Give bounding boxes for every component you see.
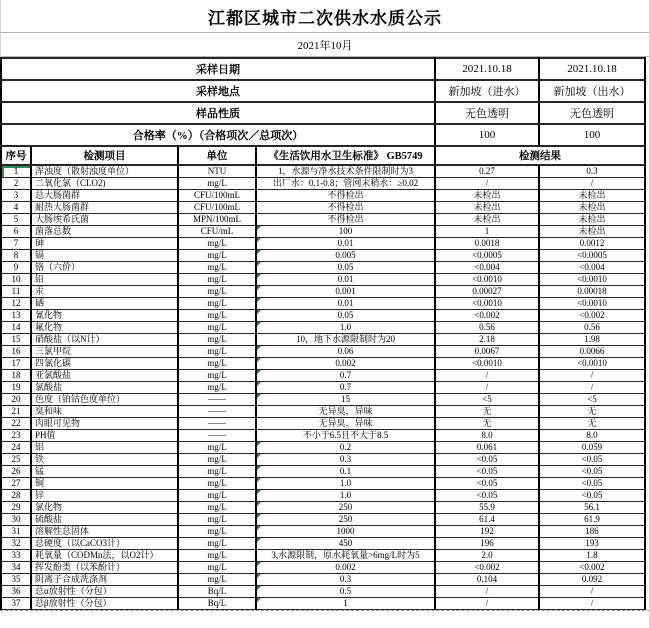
result-outlet-cell: <0.0005 — [539, 250, 645, 262]
result-outlet-cell: <0.0010 — [539, 358, 645, 370]
unit-cell: mg/L — [178, 322, 256, 334]
standard-limit-cell: 0.01 — [256, 238, 435, 250]
result-inlet-cell: <0.002 — [435, 310, 539, 322]
table-row — [1, 574, 645, 586]
test-item-cell: 耗氧量（CODMn法，以O2计） — [31, 550, 178, 562]
table-row — [1, 226, 645, 238]
info-row-sample-date — [1, 58, 645, 80]
table-row — [1, 514, 645, 526]
test-item-cell: 臭和味 — [31, 406, 178, 418]
standard-limit-cell: 0.2 — [256, 442, 435, 454]
unit-cell: mg/L — [178, 298, 256, 310]
result-outlet-cell: 186 — [539, 526, 645, 538]
test-item-cell: 二氧化氯（CLO2) — [31, 178, 178, 190]
row-number-cell: 10 — [1, 274, 31, 286]
row-number-cell: 28 — [1, 490, 31, 502]
unit-cell: mg/L — [178, 178, 256, 190]
row-number-cell: 7 — [1, 238, 31, 250]
test-item-cell: 肉眼可见物 — [31, 418, 178, 430]
standard-limit-cell: 1，水源与净水技术条件限制时为3 — [256, 165, 435, 178]
unit-cell: mg/L — [178, 454, 256, 466]
test-item-cell: 菌落总数 — [31, 226, 178, 238]
table-row — [1, 298, 645, 310]
result-inlet-cell: 未检出 — [435, 202, 539, 214]
row-number-cell: 16 — [1, 346, 31, 358]
unit-cell: —— — [178, 406, 256, 418]
info-row-sample-location — [1, 80, 645, 102]
result-inlet-cell: 2.0 — [435, 550, 539, 562]
results-tbody — [1, 165, 645, 610]
result-inlet-cell: <5 — [435, 394, 539, 406]
test-item-cell: 色度（铂钴色度单位） — [31, 394, 178, 406]
standard-limit-cell: 不得检出 — [256, 214, 435, 226]
result-inlet-cell: <0.002 — [435, 562, 539, 574]
unit-cell: mg/L — [178, 550, 256, 562]
unit-cell: mg/L — [178, 262, 256, 274]
row-number-cell: 20 — [1, 394, 31, 406]
row-number-cell: 33 — [1, 550, 31, 562]
unit-cell: mg/L — [178, 358, 256, 370]
info-row-sample-nature — [1, 102, 645, 124]
table-row — [1, 550, 645, 562]
sample-date-inlet: 2021.10.18 — [435, 58, 539, 80]
row-number-cell: 21 — [1, 406, 31, 418]
standard-limit-cell: 0.06 — [256, 346, 435, 358]
result-inlet-cell: / — [435, 586, 539, 598]
table-row — [1, 490, 645, 502]
result-inlet-cell: 0.104 — [435, 574, 539, 586]
table-row — [1, 430, 645, 442]
unit-cell: NTU — [178, 165, 256, 178]
test-item-cell: 锰 — [31, 466, 178, 478]
result-outlet-cell: <0.002 — [539, 310, 645, 322]
test-item-cell: 砷 — [31, 238, 178, 250]
result-outlet-cell: 0.56 — [539, 322, 645, 334]
table-row — [1, 334, 645, 346]
standard-limit-cell: 0.01 — [256, 298, 435, 310]
row-number-cell: 4 — [1, 202, 31, 214]
standard-limit-cell: 1 — [256, 598, 435, 610]
standard-limit-cell: 0.5 — [256, 586, 435, 598]
result-outlet-cell: <0.05 — [539, 454, 645, 466]
unit-cell: mg/L — [178, 478, 256, 490]
result-inlet-cell: 0.27 — [435, 165, 539, 178]
unit-cell: mg/L — [178, 370, 256, 382]
table-row — [1, 454, 645, 466]
result-inlet-cell: 55.9 — [435, 502, 539, 514]
table-row — [1, 202, 645, 214]
row-number-cell: 6 — [1, 226, 31, 238]
result-inlet-cell: 未检出 — [435, 190, 539, 202]
report-period: 2021年10月 — [0, 33, 649, 57]
sample-nature-outlet: 无色透明 — [539, 102, 645, 124]
unit-cell: MPN/100mL — [178, 214, 256, 226]
result-outlet-cell: 未检出 — [539, 226, 645, 238]
table-row — [1, 286, 645, 298]
result-inlet-cell: 8.0 — [435, 430, 539, 442]
unit-cell: mg/L — [178, 346, 256, 358]
standard-limit-cell: 无异臭，异味 — [256, 406, 435, 418]
test-item-cell: 汞 — [31, 286, 178, 298]
standard-limit-cell: 100 — [256, 226, 435, 238]
result-inlet-cell: 无 — [435, 418, 539, 430]
standard-limit-cell: 出厂水：0.1-0.8；管网末稍水：≥0.02 — [256, 178, 435, 190]
result-outlet-cell: 未检出 — [539, 190, 645, 202]
standard-limit-cell: 1.0 — [256, 478, 435, 490]
table-row — [1, 178, 645, 190]
unit-cell: Bq/L — [178, 598, 256, 610]
unit-cell: mg/L — [178, 334, 256, 346]
table-row — [1, 502, 645, 514]
standard-limit-cell: 1.0 — [256, 322, 435, 334]
result-outlet-cell: 0.00018 — [539, 286, 645, 298]
unit-cell: CFU/mL — [178, 226, 256, 238]
table-row — [1, 250, 645, 262]
test-item-cell: 总大肠菌群 — [31, 190, 178, 202]
row-number-cell: 17 — [1, 358, 31, 370]
result-outlet-cell: 未检出 — [539, 202, 645, 214]
standard-limit-cell: 无异臭，异味 — [256, 418, 435, 430]
row-number-cell: 34 — [1, 562, 31, 574]
unit-cell: mg/L — [178, 238, 256, 250]
result-outlet-cell: <0.002 — [539, 562, 645, 574]
standard-limit-cell: 0.1 — [256, 466, 435, 478]
sample-location-inlet: 新加坡（进水） — [435, 80, 539, 102]
row-number-cell: 19 — [1, 382, 31, 394]
standard-limit-cell: 0.01 — [256, 274, 435, 286]
unit-cell: mg/L — [178, 310, 256, 322]
standard-limit-cell: 0.002 — [256, 358, 435, 370]
result-outlet-cell: / — [539, 586, 645, 598]
result-outlet-cell: 56.1 — [539, 502, 645, 514]
result-inlet-cell: <0.05 — [435, 478, 539, 490]
test-item-cell: 铅 — [31, 274, 178, 286]
pass-rate-label: 合格率（%）（合格项次／总项次） — [1, 124, 435, 146]
result-inlet-cell: / — [435, 598, 539, 610]
table-row — [1, 382, 645, 394]
unit-cell: mg/L — [178, 442, 256, 454]
row-number-cell: 37 — [1, 598, 31, 610]
info-tbody — [1, 58, 645, 165]
table-row — [1, 238, 645, 250]
result-inlet-cell: 0.56 — [435, 322, 539, 334]
page-title: 江都区城市二次供水水质公示 — [0, 0, 649, 33]
page-break-divider — [0, 610, 650, 611]
result-outlet-cell: 61.9 — [539, 514, 645, 526]
sample-nature-inlet: 无色透明 — [435, 102, 539, 124]
unit-cell: mg/L — [178, 502, 256, 514]
result-outlet-cell: 8.0 — [539, 430, 645, 442]
standard-limit-cell: 0.7 — [256, 382, 435, 394]
table-row — [1, 322, 645, 334]
row-number-cell: 11 — [1, 286, 31, 298]
sample-date-label: 采样日期 — [1, 58, 435, 80]
table-header-row — [1, 146, 645, 165]
result-inlet-cell: 61.4 — [435, 514, 539, 526]
result-inlet-cell: / — [435, 370, 539, 382]
test-item-cell: 总β放射性（分包） — [31, 598, 178, 610]
test-item-cell: 铜 — [31, 478, 178, 490]
unit-cell: mg/L — [178, 538, 256, 550]
result-inlet-cell: 无 — [435, 406, 539, 418]
result-inlet-cell: 0.00027 — [435, 286, 539, 298]
result-outlet-cell: <0.004 — [539, 262, 645, 274]
result-outlet-cell: 0.0012 — [539, 238, 645, 250]
row-number-cell: 35 — [1, 574, 31, 586]
test-item-cell: 氯化物 — [31, 502, 178, 514]
standard-limit-cell: 1.0 — [256, 490, 435, 502]
row-number-cell: 29 — [1, 502, 31, 514]
test-item-cell: 铁 — [31, 454, 178, 466]
unit-cell: —— — [178, 394, 256, 406]
table-row — [1, 214, 645, 226]
row-number-cell: 25 — [1, 454, 31, 466]
column-header-unit: 单位 — [178, 146, 256, 165]
test-item-cell: 溶解性总固体 — [31, 526, 178, 538]
result-inlet-cell: <0.05 — [435, 466, 539, 478]
result-inlet-cell: <0.0010 — [435, 298, 539, 310]
standard-limit-cell: 0.001 — [256, 286, 435, 298]
sample-location-outlet: 新加坡（出水） — [539, 80, 645, 102]
row-number-cell: 32 — [1, 538, 31, 550]
unit-cell: mg/L — [178, 250, 256, 262]
unit-cell: —— — [178, 430, 256, 442]
result-outlet-cell: <0.0010 — [539, 298, 645, 310]
table-row — [1, 478, 645, 490]
row-number-cell: 1 — [1, 165, 31, 178]
test-item-cell: 亚氯酸盐 — [31, 370, 178, 382]
table-row — [1, 190, 645, 202]
result-inlet-cell: 2.18 — [435, 334, 539, 346]
test-item-cell: 镉 — [31, 250, 178, 262]
test-item-cell: 铝 — [31, 442, 178, 454]
table-row — [1, 406, 645, 418]
row-number-cell: 18 — [1, 370, 31, 382]
unit-cell: mg/L — [178, 274, 256, 286]
test-item-cell: 总硬度（以CaCO3计） — [31, 538, 178, 550]
column-header-result: 检测结果 — [435, 146, 645, 165]
unit-cell: —— — [178, 418, 256, 430]
result-inlet-cell: 196 — [435, 538, 539, 550]
row-number-cell: 2 — [1, 178, 31, 190]
row-number-cell: 13 — [1, 310, 31, 322]
result-inlet-cell: 1 — [435, 226, 539, 238]
result-outlet-cell: <0.05 — [539, 478, 645, 490]
table-row — [1, 586, 645, 598]
result-outlet-cell: 0.059 — [539, 442, 645, 454]
result-outlet-cell: 0.3 — [539, 165, 645, 178]
result-inlet-cell: 192 — [435, 526, 539, 538]
table-row — [1, 466, 645, 478]
standard-limit-cell: 3,水源限制，原水耗氧量>6mg/L时为5 — [256, 550, 435, 562]
row-number-cell: 14 — [1, 322, 31, 334]
row-number-cell: 23 — [1, 430, 31, 442]
test-item-cell: 氯酸盐 — [31, 382, 178, 394]
result-inlet-cell: / — [435, 178, 539, 190]
row-number-cell: 31 — [1, 526, 31, 538]
row-number-cell: 22 — [1, 418, 31, 430]
unit-cell: mg/L — [178, 574, 256, 586]
table-row — [1, 394, 645, 406]
test-item-cell: 浑浊度（散射浊度单位） — [31, 165, 178, 178]
test-item-cell: 铬（六价） — [31, 262, 178, 274]
result-inlet-cell: <0.0005 — [435, 250, 539, 262]
test-item-cell: 硝酸盐（以N计） — [31, 334, 178, 346]
test-item-cell: 大肠埃希氏菌 — [31, 214, 178, 226]
result-inlet-cell: 0.0018 — [435, 238, 539, 250]
table-row — [1, 538, 645, 550]
table-row — [1, 418, 645, 430]
table-row — [1, 370, 645, 382]
unit-cell: mg/L — [178, 514, 256, 526]
result-outlet-cell: 无 — [539, 406, 645, 418]
result-outlet-cell: <0.05 — [539, 490, 645, 502]
result-inlet-cell: <0.0010 — [435, 358, 539, 370]
standard-limit-cell: 0.3 — [256, 574, 435, 586]
result-inlet-cell: 0.061 — [435, 442, 539, 454]
standard-limit-cell: 250 — [256, 502, 435, 514]
result-outlet-cell: 1.98 — [539, 334, 645, 346]
table-row — [1, 262, 645, 274]
result-outlet-cell: 0.092 — [539, 574, 645, 586]
table-row — [1, 562, 645, 574]
table-row — [1, 442, 645, 454]
table-row — [1, 358, 645, 370]
row-number-cell: 15 — [1, 334, 31, 346]
row-number-cell: 26 — [1, 466, 31, 478]
info-row-pass-rate — [1, 124, 645, 146]
sample-location-label: 采样地点 — [1, 80, 435, 102]
column-header-no: 序号 — [1, 146, 31, 165]
sample-nature-label: 样品性质 — [1, 102, 435, 124]
result-outlet-cell: 0.0066 — [539, 346, 645, 358]
result-inlet-cell: 未检出 — [435, 214, 539, 226]
standard-limit-cell: 0.05 — [256, 262, 435, 274]
unit-cell: mg/L — [178, 526, 256, 538]
test-item-cell: 硫酸盐 — [31, 514, 178, 526]
standard-limit-cell: 0.005 — [256, 250, 435, 262]
row-number-cell: 24 — [1, 442, 31, 454]
result-outlet-cell: / — [539, 598, 645, 610]
row-number-cell: 8 — [1, 250, 31, 262]
standard-limit-cell: 不得检出 — [256, 190, 435, 202]
result-outlet-cell: <0.0010 — [539, 274, 645, 286]
result-inlet-cell: <0.0010 — [435, 274, 539, 286]
pass-rate-outlet: 100 — [539, 124, 645, 146]
standard-limit-cell: 0.7 — [256, 370, 435, 382]
unit-cell: mg/L — [178, 562, 256, 574]
pass-rate-inlet: 100 — [435, 124, 539, 146]
unit-cell: mg/L — [178, 466, 256, 478]
test-item-cell: 三氯甲烷 — [31, 346, 178, 358]
standard-limit-cell: 1000 — [256, 526, 435, 538]
result-inlet-cell: 0.0067 — [435, 346, 539, 358]
result-outlet-cell: / — [539, 370, 645, 382]
result-outlet-cell: 1.8 — [539, 550, 645, 562]
test-item-cell: PH值 — [31, 430, 178, 442]
row-number-cell: 5 — [1, 214, 31, 226]
standard-limit-cell: 0.05 — [256, 310, 435, 322]
test-item-cell: 硒 — [31, 298, 178, 310]
row-number-cell: 27 — [1, 478, 31, 490]
standard-limit-cell: 10，地下水源限制时为20 — [256, 334, 435, 346]
row-number-cell: 36 — [1, 586, 31, 598]
standard-limit-cell: 250 — [256, 514, 435, 526]
test-item-cell: 氟化物 — [31, 322, 178, 334]
table-row — [1, 526, 645, 538]
result-outlet-cell: 193 — [539, 538, 645, 550]
standard-limit-cell: 不小于6.5且不大于8.5 — [256, 430, 435, 442]
standard-limit-cell: 450 — [256, 538, 435, 550]
table-row — [1, 274, 645, 286]
standard-limit-cell: 15 — [256, 394, 435, 406]
result-outlet-cell: 无 — [539, 418, 645, 430]
row-number-cell: 12 — [1, 298, 31, 310]
unit-cell: mg/L — [178, 286, 256, 298]
standard-limit-cell: 0.3 — [256, 454, 435, 466]
result-outlet-cell: <5 — [539, 394, 645, 406]
table-row — [1, 165, 645, 178]
table-row — [1, 598, 645, 610]
result-inlet-cell: <0.05 — [435, 490, 539, 502]
test-item-cell: 阴离子合成洗涤剂 — [31, 574, 178, 586]
test-item-cell: 总α放射性（分包） — [31, 586, 178, 598]
result-outlet-cell: <0.05 — [539, 466, 645, 478]
column-header-standard: 《生活饮用水卫生标准》 GB5749 — [256, 146, 435, 165]
test-item-cell: 四氯化碳 — [31, 358, 178, 370]
table-row — [1, 310, 645, 322]
test-item-cell: 氰化物 — [31, 310, 178, 322]
result-inlet-cell: <0.004 — [435, 262, 539, 274]
unit-cell: mg/L — [178, 382, 256, 394]
column-header-item: 检测项目 — [31, 146, 178, 165]
standard-limit-cell: 0.002 — [256, 562, 435, 574]
sample-date-outlet: 2021.10.18 — [539, 58, 645, 80]
unit-cell: CFU/100mL — [178, 190, 256, 202]
test-item-cell: 锌 — [31, 490, 178, 502]
row-number-cell: 9 — [1, 262, 31, 274]
unit-cell: mg/L — [178, 490, 256, 502]
table-row — [1, 346, 645, 358]
test-item-cell: 耐热大肠菌群 — [31, 202, 178, 214]
result-inlet-cell: <0.05 — [435, 454, 539, 466]
report-table — [0, 57, 646, 610]
result-outlet-cell: / — [539, 382, 645, 394]
standard-limit-cell: 不得检出 — [256, 202, 435, 214]
row-number-cell: 30 — [1, 514, 31, 526]
result-outlet-cell: / — [539, 178, 645, 190]
test-item-cell: 挥发酚类（以苯酚计） — [31, 562, 178, 574]
result-outlet-cell: 未检出 — [539, 214, 645, 226]
unit-cell: Bq/L — [178, 586, 256, 598]
row-number-cell: 3 — [1, 190, 31, 202]
result-inlet-cell: / — [435, 382, 539, 394]
unit-cell: CFU/100mL — [178, 202, 256, 214]
